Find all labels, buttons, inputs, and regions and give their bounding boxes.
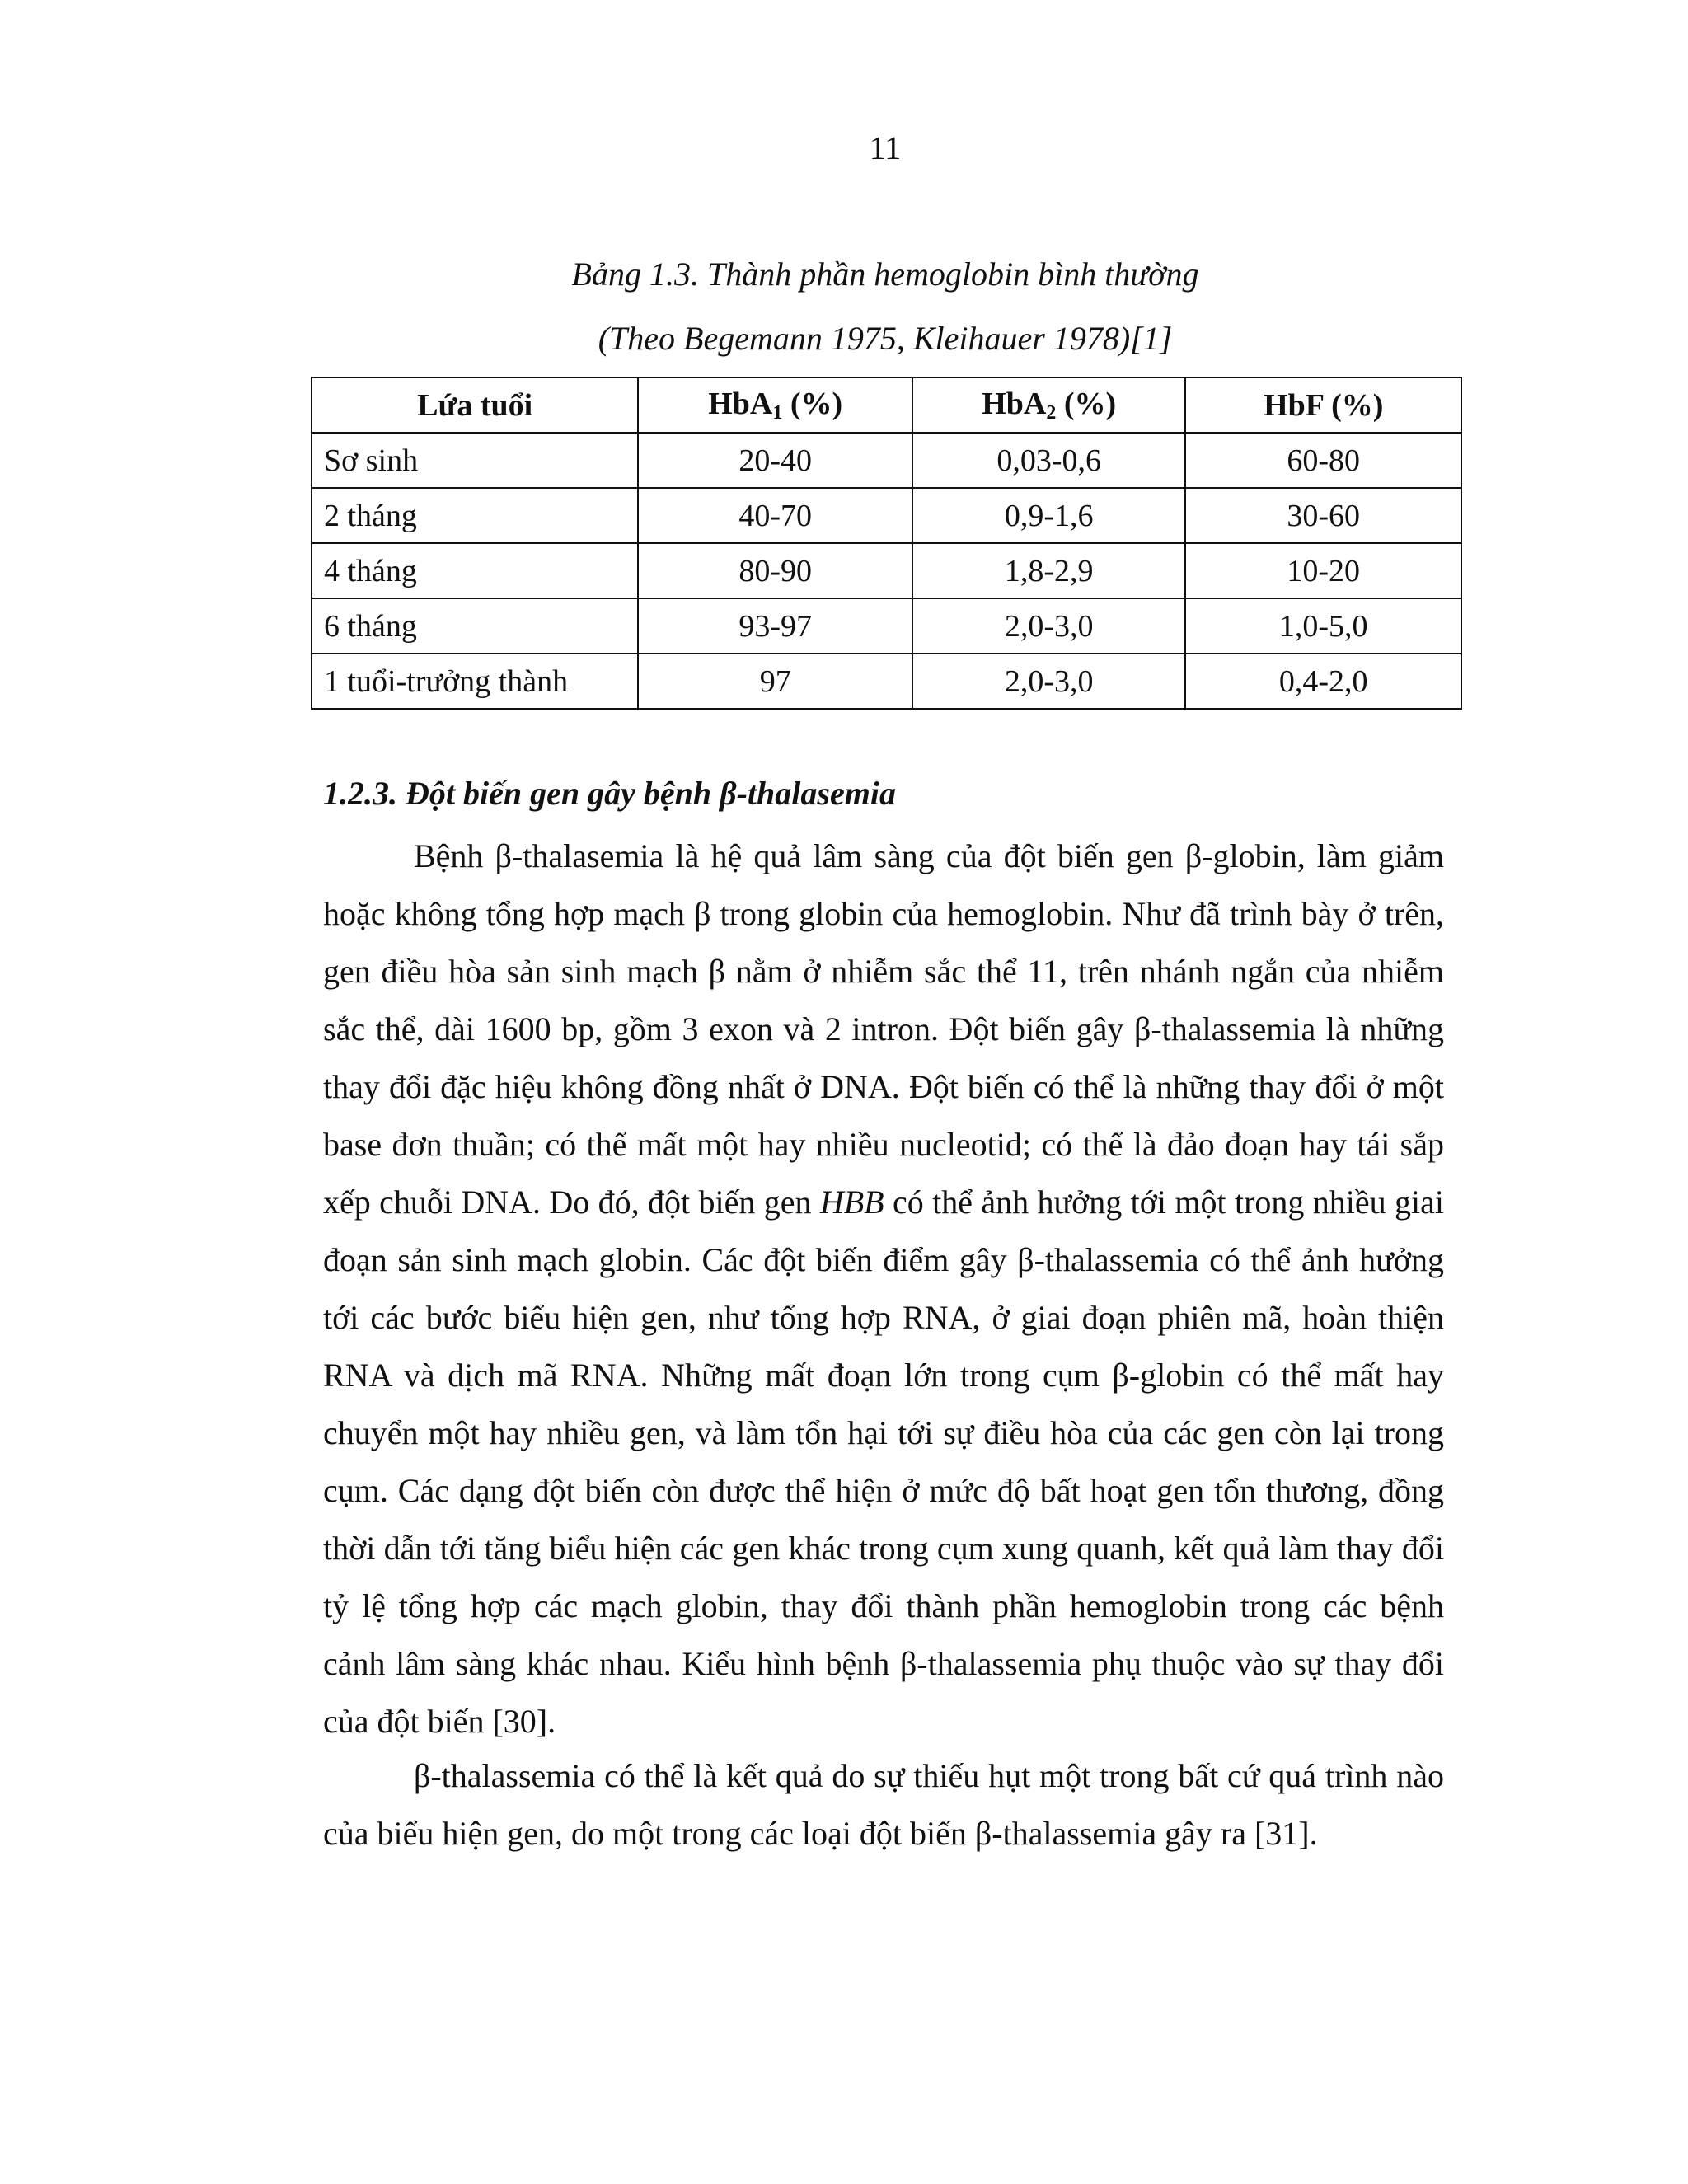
cell-hba1: 97 bbox=[638, 654, 912, 709]
cell-hba2: 1,8-2,9 bbox=[912, 543, 1186, 598]
header-hba2 bbox=[912, 377, 1186, 433]
cell-age: Sơ sinh bbox=[312, 433, 638, 488]
cell-hba2: 0,03-0,6 bbox=[912, 433, 1186, 488]
table-header-row bbox=[312, 377, 1461, 433]
cell-age: 2 tháng bbox=[312, 488, 638, 543]
header-hba1-subscript: 1 bbox=[772, 402, 783, 424]
header-hba1-prefix: HbA bbox=[708, 387, 773, 421]
body-paragraph bbox=[323, 827, 1444, 1750]
cell-hba1: 80-90 bbox=[638, 543, 912, 598]
table-row bbox=[312, 654, 1461, 709]
cell-hba1: 40-70 bbox=[638, 488, 912, 543]
table-caption-source: (Theo Begemann 1975, Kleihauer 1978)[1] bbox=[598, 320, 1173, 357]
paragraph-text: Bệnh β-thalasemia là hệ quả lâm sàng của đột biến gen β-globin, làm giảm hoặc không tổng hợp mạch β trong globin của hemoglobin. Như đã trình bày ở trên, gen điều hòa sản sinh mạch β nằm ở nhiễm sắc thể 11, trên nhánh ngắn của nhiễm sắc thể, dài 1600 bp, gồm 3 exon và 2 intron. Đột biến gây β-thalassemia là những thay đổi đặc hiệu không đồng nhất ở DNA. Đột biến có thể là những thay đổi ở một base đơn thuần; có thể mất một hay nhiều nucleotid; có thể là đảo đoạn hay tái sắp xếp chuỗi DNA. Do đó, đột biến gen bbox=[323, 837, 1444, 1221]
table-row bbox=[312, 543, 1461, 598]
cell-age: 6 tháng bbox=[312, 598, 638, 654]
header-hba2-suffix: (%) bbox=[1056, 387, 1117, 421]
cell-age: 1 tuổi-trưởng thành bbox=[312, 654, 638, 709]
cell-hba1: 20-40 bbox=[638, 433, 912, 488]
cell-hba2: 2,0-3,0 bbox=[912, 598, 1186, 654]
header-hba2-subscript: 2 bbox=[1046, 402, 1057, 424]
cell-hbf: 30-60 bbox=[1185, 488, 1461, 543]
cell-hbf: 0,4-2,0 bbox=[1185, 654, 1461, 709]
table-caption-title: Bảng 1.3. Thành phần hemoglobin bình thường bbox=[571, 255, 1199, 293]
header-hba1 bbox=[638, 377, 912, 433]
table-row bbox=[312, 433, 1461, 488]
body-paragraph: β-thalassemia có thể là kết quả do sự thiếu hụt một trong bất cứ quá trình nào của biểu hiện gen, do một trong các loại đột biến β-thalassemia gây ra [31]. bbox=[323, 1757, 1444, 1852]
header-hba2-prefix: HbA bbox=[982, 387, 1047, 421]
header-hba1-suffix: (%) bbox=[782, 387, 843, 421]
table-row bbox=[312, 598, 1461, 654]
header-age: Lứa tuổi bbox=[312, 377, 638, 433]
section-heading: 1.2.3. Đột biến gen gây bệnh β-thalasemia bbox=[323, 775, 896, 812]
page-number: 11 bbox=[869, 129, 902, 166]
header-hbf: HbF (%) bbox=[1185, 377, 1461, 433]
cell-hba2: 2,0-3,0 bbox=[912, 654, 1186, 709]
cell-hbf: 1,0-5,0 bbox=[1185, 598, 1461, 654]
hemoglobin-table bbox=[311, 377, 1462, 710]
cell-hbf: 60-80 bbox=[1185, 433, 1461, 488]
paragraph-text: có thể ảnh hưởng tới một trong nhiều giai đoạn sản sinh mạch globin. Các đột biến điểm gây β-thalassemia có thể ảnh hưởng tới các bước biểu hiện gen, như tổng hợp RNA, ở giai đoạn phiên mã, hoàn thiện RNA và dịch mã RNA. Những mất đoạn lớn trong cụm β-globin có thể mất hay chuyển một hay nhiều gen, và làm tổn hại tới sự điều hòa của các gen còn lại trong cụm. Các dạng đột biến còn được thể hiện ở mức độ bất hoạt gen tổn thương, đồng thời dẫn tới tăng biểu hiện các gen khác trong cụm xung quanh, kết quả làm thay đổi tỷ lệ tổng hợp các mạch globin, thay đổi thành phần hemoglobin trong các bệnh cảnh lâm sàng khác nhau. Kiểu hình bệnh β-thalassemia phụ thuộc vào sự thay đổi của đột biến [30]. bbox=[323, 1183, 1445, 1740]
cell-hba2: 0,9-1,6 bbox=[912, 488, 1186, 543]
gene-name: HBB bbox=[819, 1183, 884, 1221]
cell-hbf: 10-20 bbox=[1185, 543, 1461, 598]
cell-hba1: 93-97 bbox=[638, 598, 912, 654]
table-row bbox=[312, 488, 1461, 543]
cell-age: 4 tháng bbox=[312, 543, 638, 598]
